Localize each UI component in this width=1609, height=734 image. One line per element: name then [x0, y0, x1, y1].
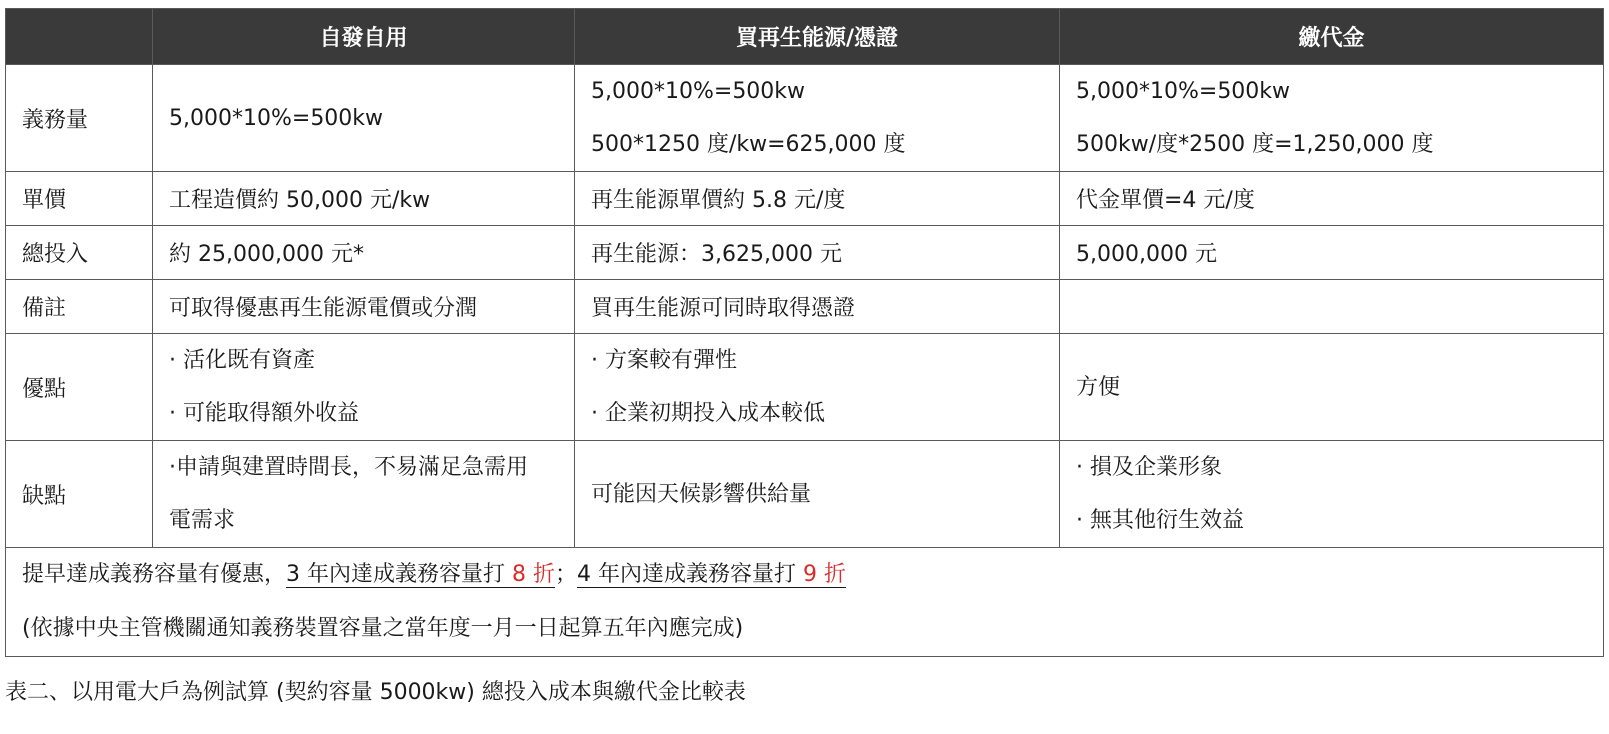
cell-line: · 方案較有彈性 — [591, 348, 737, 373]
cell-self-use-advantages — [153, 334, 575, 441]
cell-buy-renewable-disadvantages — [575, 441, 1060, 548]
discount-4yr-value: 9 折 — [803, 562, 846, 587]
table-row-disadvantages — [6, 441, 1604, 548]
cell-line: · 無其他衍生效益 — [1076, 508, 1244, 533]
cell-pay-fee-obligation — [1060, 65, 1604, 172]
row-label-advantages: 優點 — [6, 334, 153, 441]
discount-4yr-text: 4 年內達成義務容量打 — [577, 562, 803, 587]
discount-3yr-text: 3 年內達成義務容量打 — [286, 562, 512, 587]
comparison-table — [5, 8, 1604, 657]
discount-separator: ； — [555, 562, 578, 587]
cell-self-use-unit-price: 工程造價約 50,000 元/kw — [153, 172, 575, 226]
cell-line: 電需求 — [169, 508, 236, 533]
row-label-notes: 備註 — [6, 280, 153, 334]
cell-line: 5,000*10%=500kw — [1076, 79, 1291, 104]
discount-line — [22, 548, 1587, 602]
cell-pay-fee-unit-price: 代金單價=4 元/度 — [1060, 172, 1604, 226]
table-footer-row — [6, 548, 1604, 657]
footer-cell — [6, 548, 1604, 657]
cell-line: · 損及企業形象 — [1076, 455, 1222, 480]
cell-buy-renewable-advantages — [575, 334, 1060, 441]
cell-line: 可能因天候影響供給量 — [591, 481, 812, 507]
discount-4yr — [577, 562, 846, 588]
table-row-notes — [6, 280, 1604, 334]
cell-buy-renewable-notes: 買再生能源可同時取得憑證 — [575, 280, 1060, 334]
header-pay-fee: 繳代金 — [1060, 9, 1604, 65]
cell-buy-renewable-total: 再生能源：3,625,000 元 — [575, 226, 1060, 280]
cell-line: 500kw/度*2500 度=1,250,000 度 — [1076, 132, 1434, 157]
cell-self-use-disadvantages — [153, 441, 575, 548]
row-label-obligation: 義務量 — [6, 65, 153, 172]
header-self-use: 自發自用 — [153, 9, 575, 65]
cell-pay-fee-total: 5,000,000 元 — [1060, 226, 1604, 280]
footer-note: (依據中央主管機關通知義務裝置容量之當年度一月一日起算五年內應完成) — [22, 616, 744, 641]
cell-line: 500*1250 度/kw=625,000 度 — [591, 132, 906, 157]
cell-line: 5,000*10%=500kw — [591, 79, 806, 104]
table-row-obligation — [6, 65, 1604, 172]
discount-3yr — [286, 562, 555, 588]
header-cell-empty — [6, 9, 153, 65]
table-row-advantages — [6, 334, 1604, 441]
discount-prefix: 提早達成義務容量有優惠， — [22, 562, 287, 587]
header-buy-renewable: 買再生能源/憑證 — [575, 9, 1060, 65]
cell-pay-fee-notes — [1060, 280, 1604, 334]
cell-pay-fee-disadvantages — [1060, 441, 1604, 548]
table-row-total-investment — [6, 226, 1604, 280]
cell-pay-fee-advantages — [1060, 334, 1604, 441]
cell-line: · 可能取得額外收益 — [169, 401, 359, 426]
cell-buy-renewable-unit-price: 再生能源單價約 5.8 元/度 — [575, 172, 1060, 226]
row-label-total-investment: 總投入 — [6, 226, 153, 280]
cell-self-use-notes: 可取得優惠再生能源電價或分潤 — [153, 280, 575, 334]
cell-self-use-total: 約 25,000,000 元* — [153, 226, 575, 280]
table-row-unit-price — [6, 172, 1604, 226]
table-caption: 表二、以用電大戶為例試算 (契約容量 5000kw) 總投入成本與繳代金比較表 — [5, 680, 746, 705]
table-header-row — [6, 9, 1604, 65]
cell-line: · 活化既有資產 — [169, 348, 315, 373]
cell-self-use-obligation — [153, 65, 575, 172]
row-label-disadvantages: 缺點 — [6, 441, 153, 548]
discount-3yr-value: 8 折 — [512, 562, 555, 587]
cell-buy-renewable-obligation — [575, 65, 1060, 172]
cell-line: ·申請與建置時間長，不易滿足急需用 — [169, 455, 528, 480]
row-label-unit-price: 單價 — [6, 172, 153, 226]
cell-line: · 企業初期投入成本較低 — [591, 401, 825, 426]
cell-line: 方便 — [1076, 374, 1121, 400]
cell-line: 5,000*10%=500kw — [169, 105, 384, 131]
